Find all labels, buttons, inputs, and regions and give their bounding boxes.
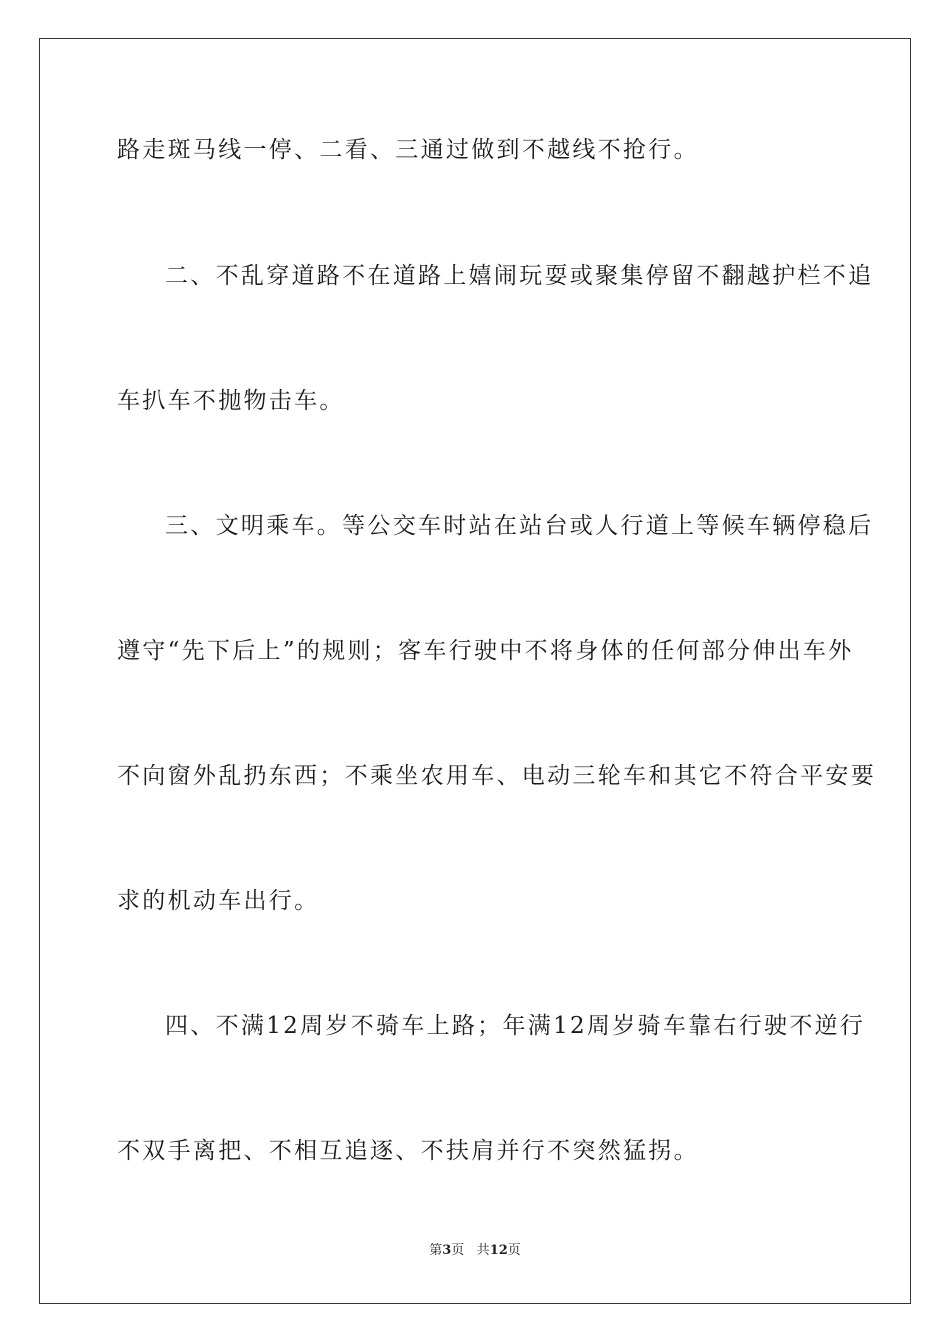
total-page-count: 12 bbox=[489, 1243, 508, 1258]
page-unit: 页 bbox=[451, 1243, 465, 1258]
text-line: 车扒车不抛物击车。 bbox=[117, 388, 345, 414]
total-unit: 页 bbox=[507, 1243, 521, 1258]
page-footer bbox=[0, 1242, 950, 1260]
text-line: 四、不满12周岁不骑车上路；年满12周岁骑车靠右行驶不逆行 bbox=[165, 1013, 866, 1039]
text-line: 遵守“先下后上”的规则；客车行驶中不将身体的任何部分伸出车外 bbox=[117, 638, 854, 664]
text-line: 不双手离把、不相互追逐、不扶肩并行不突然猛拐。 bbox=[117, 1138, 699, 1164]
text-line: 二、不乱穿道路不在道路上嬉闹玩耍或聚集停留不翻越护栏不追 bbox=[165, 263, 874, 289]
text-line: 三、文明乘车。等公交车时站在站台或人行道上等候车辆停稳后 bbox=[165, 513, 874, 539]
text-line: 路走斑马线一停、二看、三通过做到不越线不抢行。 bbox=[117, 137, 699, 163]
text-line: 不向窗外乱扔东西；不乘坐农用车、电动三轮车和其它不符合平安要 bbox=[117, 763, 876, 789]
text-line: 求的机动车出行。 bbox=[117, 888, 320, 914]
total-prefix: 共 bbox=[476, 1243, 490, 1258]
page-prefix: 第 bbox=[429, 1243, 443, 1258]
page-border bbox=[39, 38, 911, 1304]
current-page-number: 3 bbox=[442, 1243, 452, 1258]
